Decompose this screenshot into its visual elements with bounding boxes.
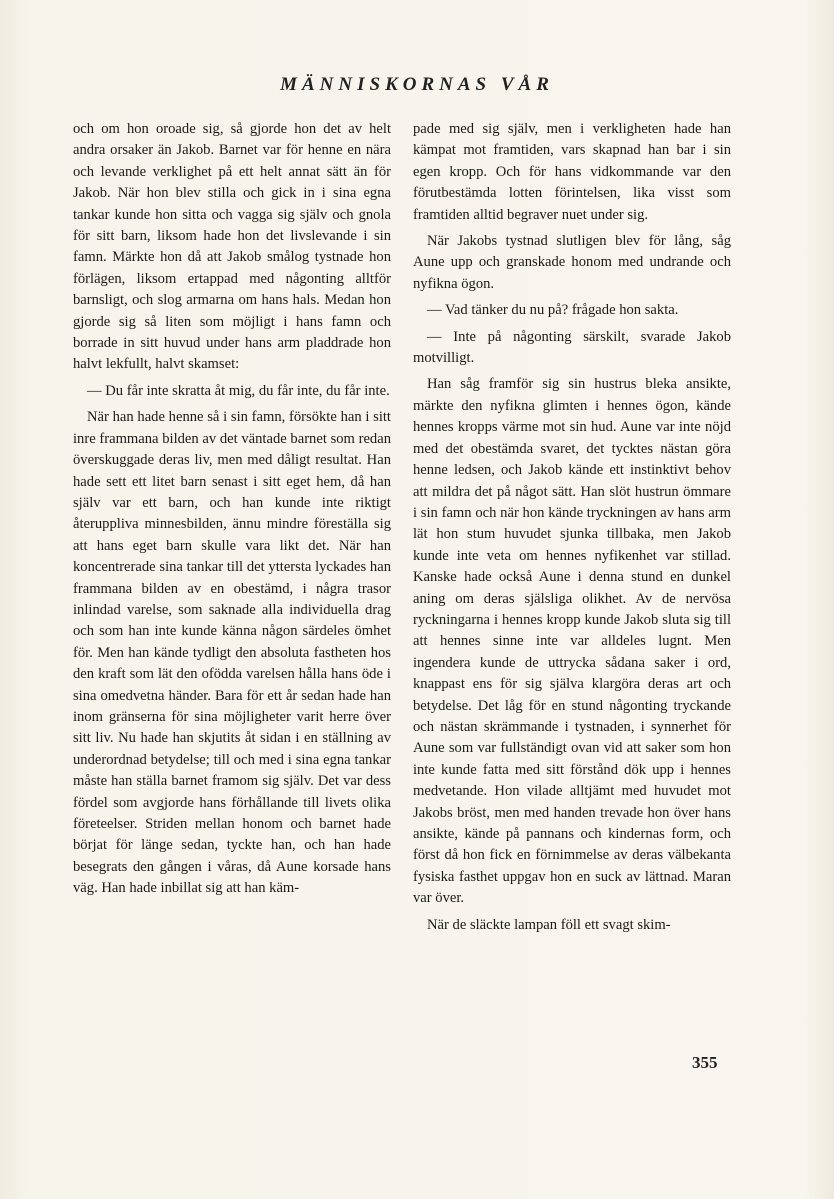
paragraph: När Jakobs tystnad slutligen blev för lång, såg Aune upp och granskade honom med undrande och nyfikna ögon. [413, 233, 731, 292]
left-column [73, 119, 391, 905]
paragraph: När de släckte lampan föll ett svagt skim- [427, 916, 671, 933]
paragraph: — Inte på någonting särskilt, svarade Jakob motvilligt. [413, 328, 731, 367]
paragraph: och om hon oroade sig, så gjorde hon det av helt andra orsaker än Jakob. Barnet var för henne en nära och levande verklighet på ett helt annat sätt än för Jakob. När hon blev stilla och gick in i sina egna tankar kunde hon sitta och vagga sig själv och gnola för sitt barn, liksom hade hon det livslevande i sin famn. Märkte hon då att Jakob smålog tystnade hon förlägen, liksom ertappad med någonting alltför barnsligt, och slog armarna om hans hals. Medan hon gjorde sig så liten som möjligt i hans famn och borrade in sitt huvud under hans arm pladdrade hon halvt lekfullt, halvt skamset: [73, 121, 391, 373]
paragraph: — Du får inte skratta åt mig, du får inte, du får inte. [87, 382, 390, 399]
paragraph: När han hade henne så i sin famn, försökte han i sitt inre frammana bilden av det väntade barnet som redan överskuggade deras liv, men med dåligt resultat. Han hade sett ett litet barn senast i sitt eget hem, då han själv var ett barn, och han kunde inte riktigt återuppliva minnesbilden, ännu mindre föreställa sig att hans eget barn skulle vara likt det. När han koncentrerade sina tankar till det yttersta lyckades han frammana bilden av en obestämd, i några trasor inlindad varelse, som saknade alla individuella drag och som han inte kunde känna någon särdeles ömhet för. Men han kände tydligt den absoluta fastheten hos den kraft som lät den ofödda varelsen hålla hans öde i sina omedvetna händer. Bara för ett år sedan hade han inom gränserna för sina möjligheter varit herre över sitt liv. Nu hade han skjutits åt sidan i en ställning av underordnad betydelse; till och med i sina egna tankar måste han ställa barnet framom sig själv. Det var dess fördel som avgjorde hans förhållande till livets olika företeelser. Striden mellan honom och barnet hade börjat för länge sedan, tyckte han, och han hade besegrats den gången i våras, då Aune korsade hans väg. Han hade inbillat sig att han käm- [73, 409, 391, 897]
running-head: MÄNNISKORNAS VÅR [280, 74, 554, 95]
paragraph: pade med sig själv, men i verkligheten hade han kämpat mot framtiden, vars skapnad han bar i sin egen kropp. Och för hans vidkommande var den förutbestämda lotten förintelsen, lika visst som framtiden alltid begraver nuet under sig. [413, 121, 731, 223]
page-number: 355 [692, 1053, 718, 1072]
right-column [413, 119, 731, 941]
paragraph: Han såg framför sig sin hustrus bleka ansikte, märkte den nyfikna glimten i hennes ögon, kände hennes kropps värme mot sin hud. Aune var inte nöjd med det obestämda svaret, det tycktes nästan göra henne ledsen, och Jakob kände ett instinktivt behov att mildra det på något sätt. Han slöt hustrun ömmare i sin famn och när hon kände tryckningen av hans arm lät hon stum huvudet sjunka tillbaka, men Jakob kunde inte veta om hennes nyfikenhet var stillad. Kanske hade också Aune i denna stund en dunkel aning om deras själsliga olikhet. Av de nervösa ryckningarna i hennes kropp kunde Jakob sluta sig till att hennes sinne inte var alldeles lugnt. Men ingendera kunde de uttrycka sådana saker i ord, knappast ens för sig själva klargöra deras art och betydelse. Det låg för en stund någonting tryckande och nästan skrämmande i tystnaden, i synnerhet för Aune som var fullständigt ovan vid att saker som hon inte kunde fatta med sitt förstånd dök upp i hennes medvetande. Hon vilade alltjämt med huvudet mot Jakobs bröst, men med handen trevade hon över hans ansikte, kände på pannans och kindernas form, och först då hon fick en förnimmelse av deras välbekanta fysiska fasthet uppgav hon en suck av lättnad. Maran var över. [413, 376, 731, 907]
paragraph: — Vad tänker du nu på? frågade hon sakta. [427, 302, 679, 319]
